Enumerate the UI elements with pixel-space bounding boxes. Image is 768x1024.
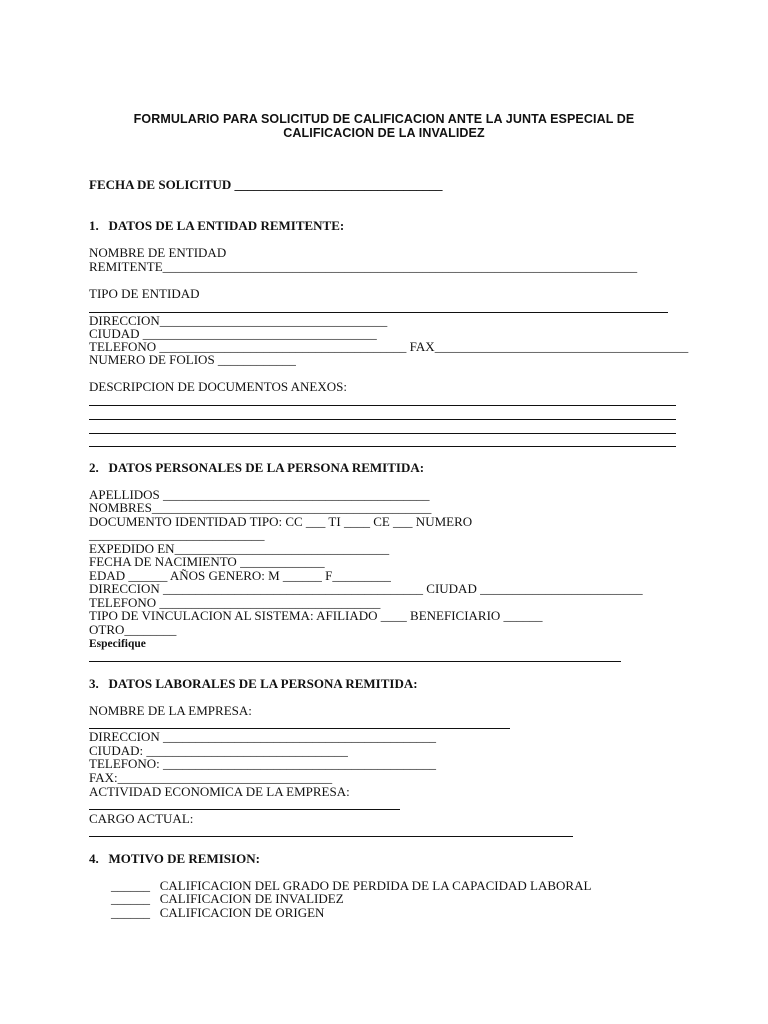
direccion-ciudad-field[interactable]: DIRECCION ________________________________________ CIUDAD _________________________ [89, 581, 643, 596]
actividad-economica-line[interactable] [89, 809, 400, 810]
apellidos-field[interactable]: APELLIDOS _________________________________________ [89, 487, 430, 502]
telefono-fax-field[interactable]: TELEFONO ______________________________________ FAX_______________________________________ [89, 339, 689, 354]
ciudad-entidad-field[interactable]: CIUDAD ____________________________________ [89, 326, 377, 341]
telefono-empresa-field[interactable]: TELEFONO: __________________________________________ [89, 756, 437, 771]
tipo-vinculacion-field[interactable]: TIPO DE VINCULACION AL SISTEMA: AFILIADO ____ BENEFICIARIO ______ [89, 608, 543, 623]
descripcion-line-4[interactable] [89, 446, 676, 447]
expedido-field[interactable]: EXPEDIDO EN_________________________________ [89, 541, 390, 556]
cargo-actual-label: CARGO ACTUAL: [89, 811, 194, 826]
form-title-line-1: FORMULARIO PARA SOLICITUD DE CALIFICACION ANTE LA JUNTA ESPECIAL DE [133, 112, 635, 126]
section-3-heading: 3. DATOS LABORALES DE LA PERSONA REMITIDA: [89, 676, 418, 691]
documento-identidad-field[interactable]: DOCUMENTO IDENTIDAD TIPO: CC ___ TI ____ CE ___ NUMERO [89, 514, 473, 529]
nombre-entidad-label: NOMBRE DE ENTIDAD [89, 245, 227, 260]
descripcion-line-1[interactable] [89, 405, 676, 406]
especifique-label: Especifique [89, 638, 146, 650]
ciudad-empresa-field[interactable]: CIUDAD: _______________________________ [89, 743, 348, 758]
fecha-solicitud-field[interactable]: FECHA DE SOLICITUD ________________________________ [89, 177, 443, 192]
numero-folios-field[interactable]: NUMERO DE FOLIOS ____________ [89, 352, 296, 367]
remitente-field[interactable]: REMITENTE_________________________________________________________________________ [89, 259, 638, 274]
section-1-heading: 1. DATOS DE LA ENTIDAD REMITENTE: [89, 218, 345, 233]
otro-field[interactable]: OTRO________ [89, 622, 177, 637]
nombres-field[interactable]: NOMBRES___________________________________________ [89, 500, 432, 515]
form-title-line-2: CALIFICACION DE LA INVALIDEZ [283, 126, 485, 140]
section-2-heading: 2. DATOS PERSONALES DE LA PERSONA REMITIDA: [89, 460, 425, 475]
descripcion-line-2[interactable] [89, 419, 676, 420]
especifique-line[interactable] [89, 661, 621, 662]
fecha-nacimiento-field[interactable]: FECHA DE NACIMIENTO _____________ [89, 554, 325, 569]
motivo-option-invalidez[interactable]: ______ CALIFICACION DE INVALIDEZ [111, 891, 344, 906]
tipo-entidad-label: TIPO DE ENTIDAD [89, 286, 200, 301]
motivo-option-perdida-capacidad[interactable]: ______ CALIFICACION DEL GRADO DE PERDIDA DE LA CAPACIDAD LABORAL [111, 878, 592, 893]
edad-genero-field[interactable]: EDAD ______ AÑOS GENERO: M ______ F_________ [89, 568, 391, 583]
form-title [60, 112, 708, 140]
direccion-entidad-field[interactable]: DIRECCION___________________________________ [89, 313, 388, 328]
cargo-actual-line[interactable] [89, 836, 573, 837]
nombre-empresa-label: NOMBRE DE LA EMPRESA: [89, 703, 252, 718]
descripcion-line-3[interactable] [89, 433, 676, 434]
descripcion-anexos-label: DESCRIPCION DE DOCUMENTOS ANEXOS: [89, 379, 347, 394]
direccion-empresa-field[interactable]: DIRECCION __________________________________________ [89, 729, 437, 744]
motivo-option-origen[interactable]: ______ CALIFICACION DE ORIGEN [111, 905, 325, 920]
actividad-economica-label: ACTIVIDAD ECONOMICA DE LA EMPRESA: [89, 784, 350, 799]
documento-numero-line[interactable]: ___________________________ [89, 527, 265, 542]
telefono-persona-field[interactable]: TELEFONO __________________________________ [89, 595, 381, 610]
section-4-heading: 4. MOTIVO DE REMISION: [89, 851, 260, 866]
fax-empresa-field[interactable]: FAX:_________________________________ [89, 770, 333, 785]
